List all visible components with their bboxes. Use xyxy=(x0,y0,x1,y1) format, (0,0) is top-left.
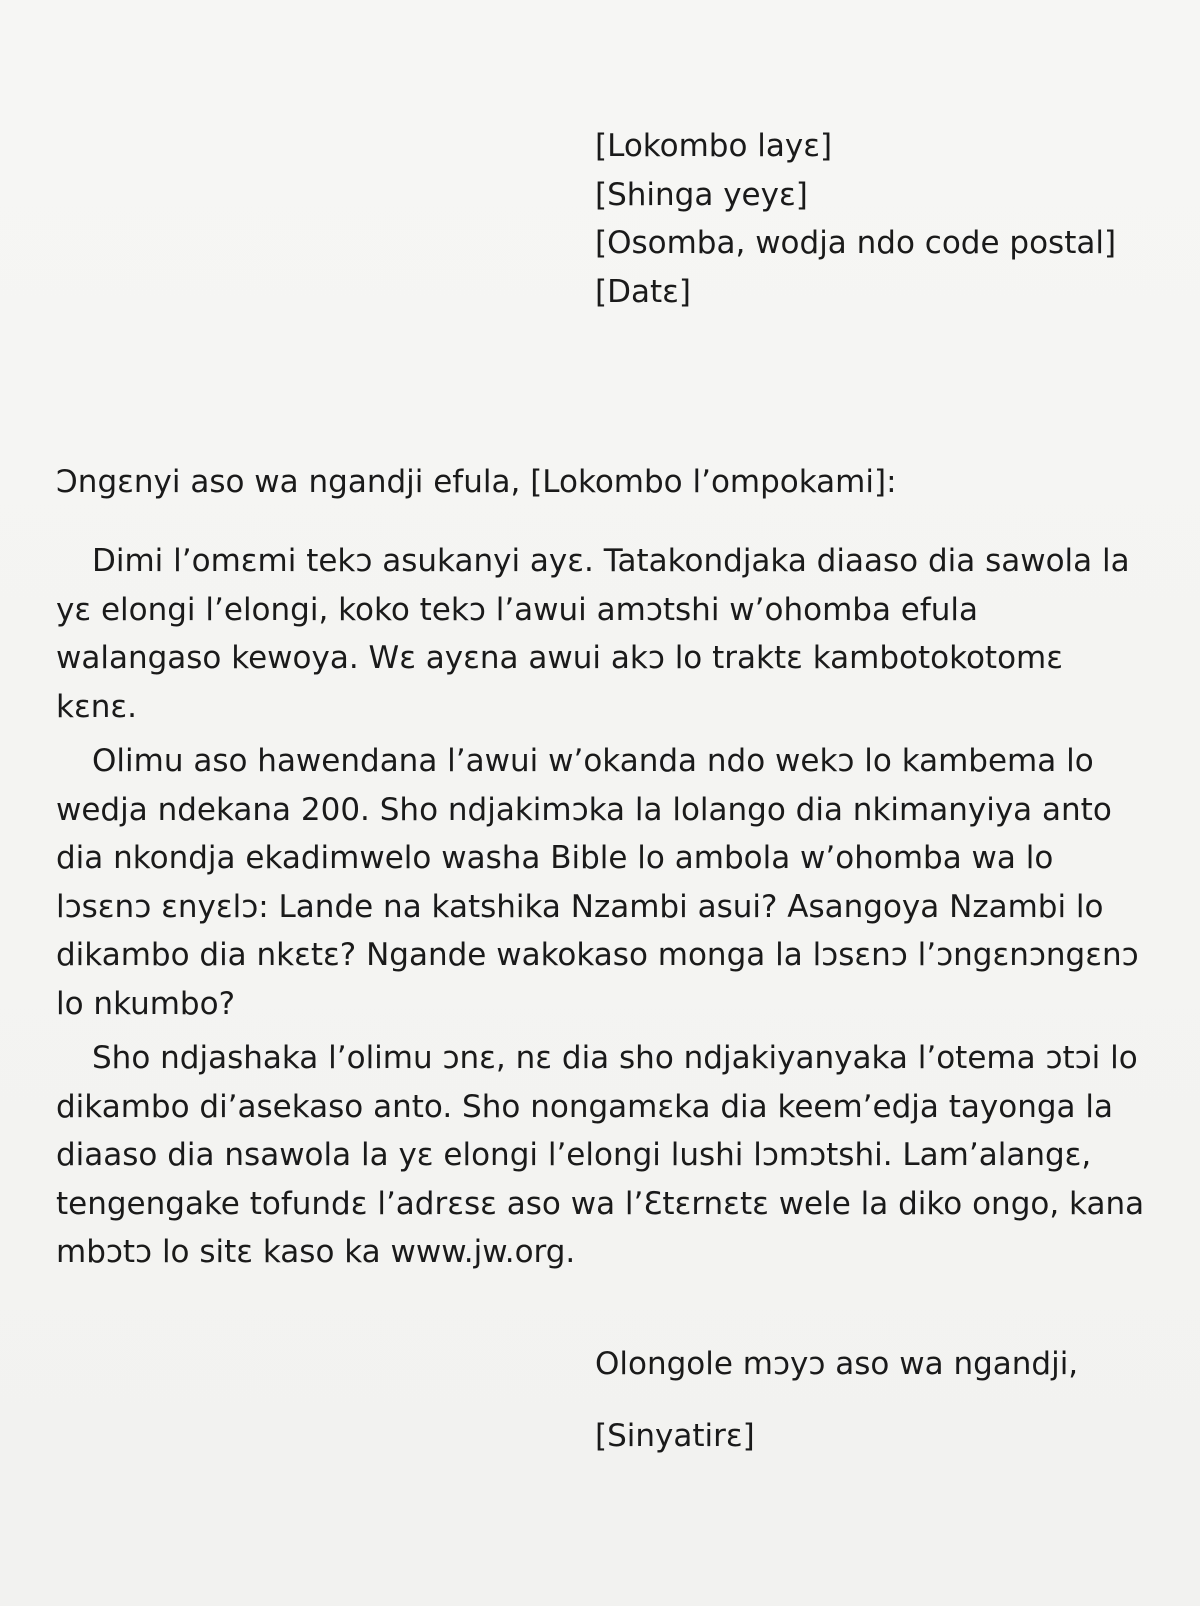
closing-phrase: Olongole mɔyɔ aso wa ngandji, xyxy=(595,1346,1079,1382)
body-paragraph: Sho ndjashaka l’olimu ɔnɛ, nɛ dia sho ndjakiyanyaka l’otema ɔtɔi lo dikambo di’asekaso anto. Sho nongamɛka dia keem’edja tayonga la diaaso dia nsawola la yɛ elongi l’elongi lushi lɔmɔtshi. Lam’alangɛ, tengengake tofundɛ l’adrɛsɛ aso wa l’Ɛtɛrnɛtɛ wele la diko ongo, kana mbɔtɔ lo sitɛ kaso ka www.jw.org. xyxy=(56,1040,1145,1270)
body-paragraph: Olimu aso hawendana l’awui w’okanda ndo wekɔ lo kambema lo wedja ndekana 200. Sho ndjakimɔka la lolango dia nkimanyiya anto dia nkondja ekadimwelo washa Bible lo ambola w’ohomba wa lo lɔsɛnɔ ɛnyɛlɔ: Lande na katshika Nzambi asui? Asangoya Nzambi lo dikambo dia nkɛtɛ? Ngande wakokaso monga la lɔsɛnɔ l’ɔngɛnɔngɛnɔ lo nkumbo? xyxy=(56,743,1139,1022)
address-line-name: [Lokombo layɛ] xyxy=(595,128,833,164)
sender-address-block xyxy=(595,122,1185,316)
address-line-city: [Osomba, wodja ndo code postal] xyxy=(595,225,1117,261)
address-line-date: [Datɛ] xyxy=(595,273,691,310)
letter-body xyxy=(56,537,1148,1283)
address-line-street: [Shinga yeyɛ] xyxy=(595,176,808,213)
salutation: Ɔngɛnyi aso wa ngandji efula, [Lokombo l’ompokami]: xyxy=(56,464,897,500)
body-paragraph: Dimi l’omɛmi tekɔ asukanyi ayɛ. Tatakondjaka diaaso dia sawola la yɛ elongi l’elongi, koko tekɔ l’awui amɔtshi w’ohomba efula walangaso kewoya. Wɛ ayɛna awui akɔ lo traktɛ kambotokotomɛ kɛnɛ. xyxy=(56,543,1130,725)
signature-placeholder: [Sinyatirɛ] xyxy=(595,1418,755,1454)
